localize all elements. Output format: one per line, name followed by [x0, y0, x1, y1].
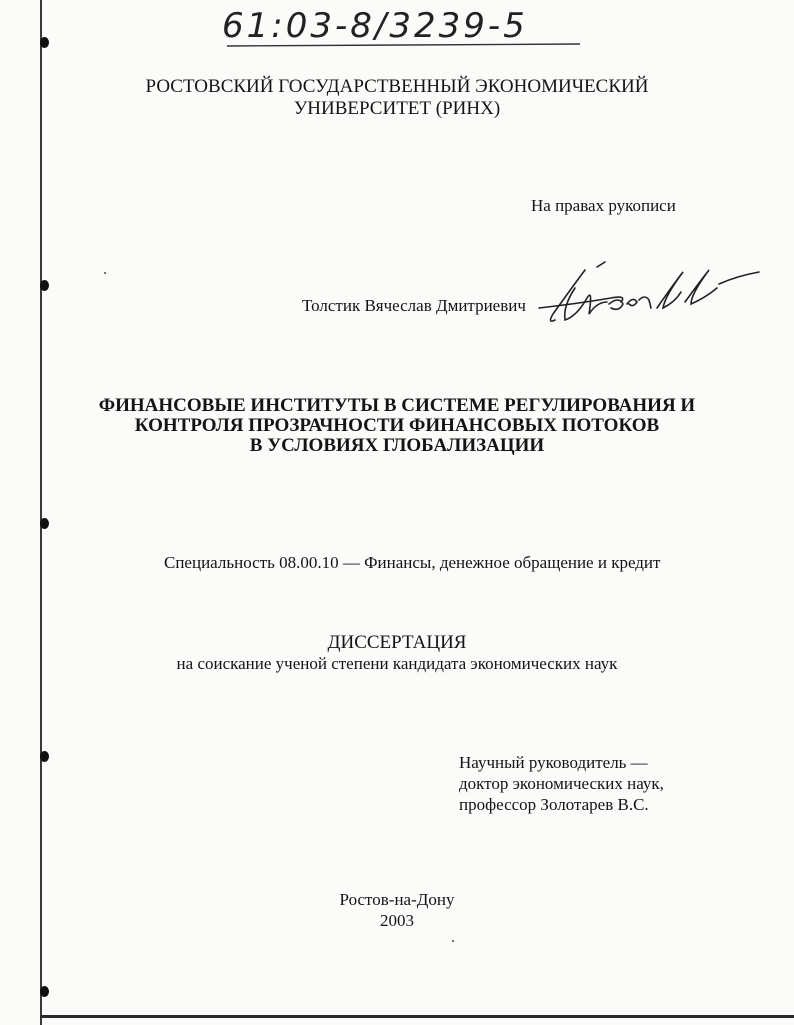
- rights-notice: На правах рукописи: [531, 196, 676, 215]
- catalog-underline: [225, 40, 585, 52]
- city: Ростов-на-Дону: [339, 890, 455, 909]
- work-type: ДИССЕРТАЦИЯ: [327, 632, 467, 653]
- university-line-1: РОСТОВСКИЙ ГОСУДАРСТВЕННЫЙ ЭКОНОМИЧЕСКИЙ: [145, 76, 649, 97]
- supervisor-block: [459, 752, 664, 815]
- dissertation-title-line-3: В УСЛОВИЯХ ГЛОБАЛИЗАЦИИ: [249, 435, 545, 456]
- scan-bottom-edge: [40, 1015, 794, 1018]
- dissertation-title-line-1: ФИНАНСОВЫЕ ИНСТИТУТЫ В СИСТЕМЕ РЕГУЛИРОВАНИЯ И: [98, 395, 696, 416]
- scan-speck: [452, 940, 454, 942]
- degree-statement: на соискание ученой степени кандидата экономических наук: [176, 654, 618, 673]
- catalog-number: 61:03-8/3239-5: [222, 6, 528, 46]
- binding-hole: [40, 518, 49, 529]
- binding-hole: [40, 280, 49, 291]
- binding-hole: [40, 986, 49, 997]
- university-line-2: УНИВЕРСИТЕТ (РИНХ): [293, 98, 501, 119]
- supervisor-line-1: Научный руководитель —: [459, 753, 648, 772]
- binding-hole: [40, 37, 49, 48]
- scan-speck: [104, 272, 106, 274]
- binding-hole: [40, 751, 49, 762]
- year: 2003: [380, 911, 414, 930]
- supervisor-line-3: профессор Золотарев В.С.: [459, 795, 649, 814]
- supervisor-line-2: доктор экономических наук,: [459, 774, 664, 793]
- author-signature: [535, 258, 763, 328]
- specialty: Специальность 08.00.10 — Финансы, денежное обращение и кредит: [164, 553, 661, 572]
- university-name: [0, 76, 794, 120]
- binding-edge-line: [40, 0, 42, 1025]
- dissertation-title-line-2: КОНТРОЛЯ ПРОЗРАЧНОСТИ ФИНАНСОВЫХ ПОТОКОВ: [134, 415, 660, 436]
- dissertation-title: [0, 396, 794, 456]
- author-name: Толстик Вячеслав Дмитриевич: [302, 296, 526, 315]
